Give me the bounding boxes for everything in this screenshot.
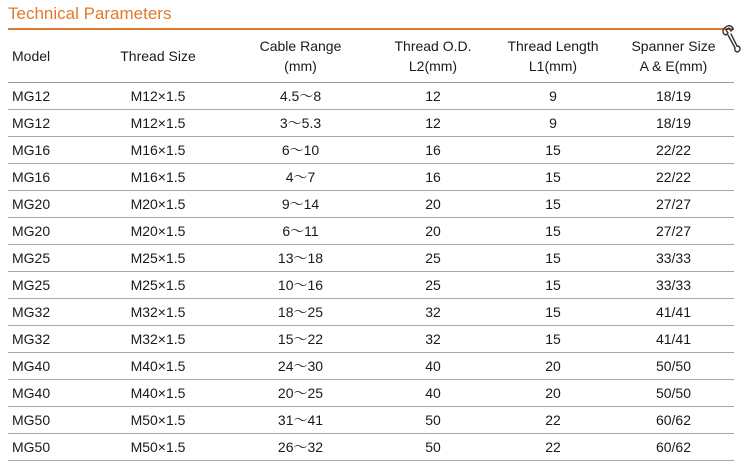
cell-spanner-size: 41/41 [613, 299, 734, 326]
column-header-model [8, 30, 88, 83]
cell-model: MG40 [8, 380, 88, 407]
page-title: Technical Parameters [8, 4, 172, 23]
cell-thread-size: M20×1.5 [88, 191, 228, 218]
cell-spanner-size: 18/19 [613, 110, 734, 137]
cell-cable-range: 20～25 [228, 380, 373, 407]
cell-model: MG32 [8, 326, 88, 353]
cell-spanner-size: 27/27 [613, 191, 734, 218]
cell-cable-range: 4.5～8 [228, 83, 373, 110]
column-header-label: Cable Range [259, 38, 342, 54]
cell-thread-od: 12 [373, 110, 493, 137]
cell-model: MG32 [8, 299, 88, 326]
cell-thread-od: 50 [373, 407, 493, 434]
cell-thread-length: 22 [493, 407, 613, 434]
cell-thread-size: M50×1.5 [88, 407, 228, 434]
cell-thread-length: 9 [493, 83, 613, 110]
cell-cable-range: 6～10 [228, 137, 373, 164]
table-row [8, 407, 734, 434]
cell-model: MG16 [8, 164, 88, 191]
cell-model: MG12 [8, 110, 88, 137]
cell-spanner-size: 60/62 [613, 434, 734, 461]
table-row [8, 245, 734, 272]
table-row [8, 164, 734, 191]
cell-model: MG20 [8, 218, 88, 245]
column-header-cable-range [228, 30, 373, 83]
column-header-thread-length [493, 30, 613, 83]
cell-thread-od: 32 [373, 299, 493, 326]
cell-thread-size: M16×1.5 [88, 164, 228, 191]
cell-spanner-size: 33/33 [613, 272, 734, 299]
cell-model: MG12 [8, 83, 88, 110]
cell-model: MG20 [8, 191, 88, 218]
cell-thread-od: 32 [373, 326, 493, 353]
cell-model: MG25 [8, 245, 88, 272]
cell-thread-size: M40×1.5 [88, 380, 228, 407]
cell-thread-size: M32×1.5 [88, 326, 228, 353]
cell-spanner-size: 60/62 [613, 407, 734, 434]
column-header-label: Thread O.D. [394, 38, 472, 54]
table-row [8, 83, 734, 110]
cell-thread-size: M12×1.5 [88, 110, 228, 137]
cell-cable-range: 18～25 [228, 299, 373, 326]
cell-thread-od: 20 [373, 218, 493, 245]
table-row [8, 272, 734, 299]
table-row [8, 191, 734, 218]
cell-cable-range: 13～18 [228, 245, 373, 272]
column-header-unit: L2(mm) [408, 58, 458, 74]
cell-thread-od: 40 [373, 353, 493, 380]
cell-thread-od: 20 [373, 191, 493, 218]
table-row [8, 380, 734, 407]
cell-cable-range: 6～11 [228, 218, 373, 245]
cell-spanner-size: 18/19 [613, 83, 734, 110]
cell-thread-size: M40×1.5 [88, 353, 228, 380]
cell-thread-size: M25×1.5 [88, 272, 228, 299]
cell-model: MG50 [8, 407, 88, 434]
spanner-header-wrap [631, 36, 715, 56]
parameters-table [8, 30, 734, 461]
cell-thread-length: 15 [493, 218, 613, 245]
cell-thread-size: M32×1.5 [88, 299, 228, 326]
cell-thread-length: 15 [493, 272, 613, 299]
column-header-thread-size [88, 30, 228, 83]
cell-cable-range: 15～22 [228, 326, 373, 353]
cell-thread-size: M12×1.5 [88, 83, 228, 110]
cell-thread-length: 20 [493, 353, 613, 380]
cell-thread-od: 25 [373, 272, 493, 299]
cell-thread-size: M50×1.5 [88, 434, 228, 461]
table-header-row [8, 30, 734, 83]
cell-model: MG40 [8, 353, 88, 380]
cell-cable-range: 3～5.3 [228, 110, 373, 137]
cell-model: MG50 [8, 434, 88, 461]
cell-model: MG16 [8, 137, 88, 164]
table-row [8, 137, 734, 164]
table-row [8, 434, 734, 461]
cell-spanner-size: 22/22 [613, 164, 734, 191]
cell-thread-length: 15 [493, 299, 613, 326]
column-header-label: Spanner Size [631, 38, 716, 54]
wrench-icon [720, 24, 742, 54]
cell-thread-length: 15 [493, 164, 613, 191]
column-header-thread-od [373, 30, 493, 83]
cell-thread-length: 15 [493, 245, 613, 272]
cell-spanner-size: 50/50 [613, 380, 734, 407]
cell-model: MG25 [8, 272, 88, 299]
cell-thread-od: 25 [373, 245, 493, 272]
cell-thread-length: 15 [493, 191, 613, 218]
column-header-unit: (mm) [284, 58, 317, 74]
table-row [8, 110, 734, 137]
cell-cable-range: 9～14 [228, 191, 373, 218]
cell-thread-od: 16 [373, 137, 493, 164]
column-header-unit: A & E(mm) [639, 58, 708, 74]
cell-thread-length: 9 [493, 110, 613, 137]
cell-thread-od: 16 [373, 164, 493, 191]
table-row [8, 299, 734, 326]
cell-thread-length: 15 [493, 326, 613, 353]
cell-spanner-size: 33/33 [613, 245, 734, 272]
cell-thread-od: 40 [373, 380, 493, 407]
cell-thread-od: 12 [373, 83, 493, 110]
column-header-spanner-size [613, 30, 734, 83]
cell-thread-length: 22 [493, 434, 613, 461]
cell-spanner-size: 50/50 [613, 353, 734, 380]
cell-cable-range: 10～16 [228, 272, 373, 299]
table-row [8, 326, 734, 353]
cell-thread-size: M20×1.5 [88, 218, 228, 245]
column-header-unit: L1(mm) [528, 58, 578, 74]
cell-spanner-size: 27/27 [613, 218, 734, 245]
column-header-label: Model [12, 48, 51, 64]
cell-cable-range: 4～7 [228, 164, 373, 191]
cell-thread-size: M16×1.5 [88, 137, 228, 164]
cell-thread-length: 15 [493, 137, 613, 164]
cell-spanner-size: 22/22 [613, 137, 734, 164]
table-row [8, 218, 734, 245]
cell-cable-range: 26～32 [228, 434, 373, 461]
column-header-label: Thread Length [507, 38, 599, 54]
table-row [8, 353, 734, 380]
cell-thread-size: M25×1.5 [88, 245, 228, 272]
cell-cable-range: 31～41 [228, 407, 373, 434]
cell-thread-length: 20 [493, 380, 613, 407]
cell-thread-od: 50 [373, 434, 493, 461]
cell-cable-range: 24～30 [228, 353, 373, 380]
column-header-label: Thread Size [120, 48, 196, 64]
cell-spanner-size: 41/41 [613, 326, 734, 353]
